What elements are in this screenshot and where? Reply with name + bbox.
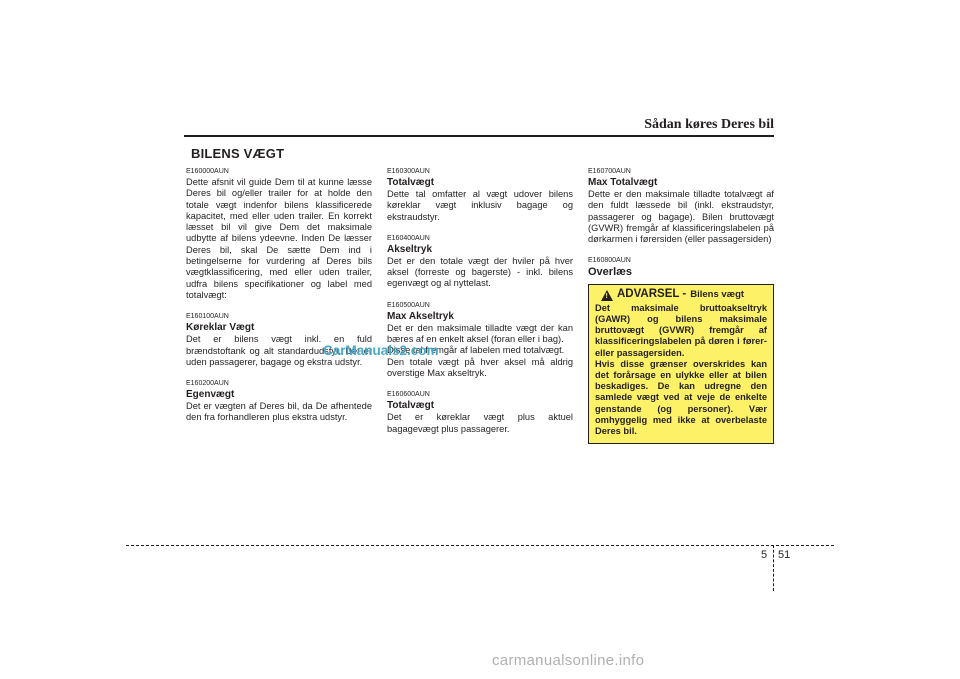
subheading: Køreklar Vægt — [186, 322, 255, 334]
paragraph: Disse tal fremgår af labelen med totalvægt. — [387, 345, 565, 356]
warning-text: Det maksimale bruttoakseltryk (GAWR) og bilens maksimale bruttovægt (GVWR) fremgår af klassificeringslabelen på døren i fører- eller passagersiden. — [595, 302, 767, 358]
section-code: E160700AUN — [588, 168, 631, 175]
paragraph: Det er køreklar vægt plus aktuel bagagevægt plus passagerer. — [387, 412, 573, 434]
section-code: E160600AUN — [387, 391, 430, 399]
subheading: Totalvægt — [387, 177, 435, 188]
paragraph: Den totale vægt på hver aksel må aldrig overstige Max akseltryk. — [387, 356, 573, 378]
paragraph: Dette er den maksimale tilladte totalvægt af den fuldt læssede bil (inkl. ekstraudstyr, passagerer og bagage). Bilen bruttovægt (GVWR) fremgår af klassificeringslabelen på dørkarmen i førersiden (eller passagersiden) — [588, 189, 774, 245]
subheading: Max Totalvægt — [588, 177, 658, 188]
subheading: Max Akseltryk — [387, 310, 454, 322]
paragraph: Dette tal omfatter al vægt udover bilens køreklar vægt inklusiv bagage og ekstraudstyr. — [387, 189, 573, 222]
warning-text: Hvis disse grænser overskrides kan det forårsage en ulykke eller at bilen beskadiges. De kan udregne den samlede vægt ved at veje de enkelte genstande (og personer). Vær omhyggelig med ikke at overbelaste Deres bil. — [595, 358, 767, 437]
warning-box — [588, 284, 774, 444]
subheading: Totalvægt — [387, 400, 435, 412]
section-code: E160200AUN — [186, 380, 229, 388]
section-code: E160100AUN — [186, 313, 229, 321]
paragraph: Det er den totale vægt der hviler på hver aksel (forreste og bagerste) - inkl. bilens egenvægt og al nyttelast. — [387, 255, 573, 289]
paragraph: Det er den maksimale tilladte vægt der kan bæres af en enkelt aksel (foran eller i bag). — [387, 322, 573, 345]
watermark-center: CarManuals2.com — [323, 343, 439, 358]
paragraph: Det er bilens vægt inkl. en fuld brændstoftank og alt standardudstyr. Det er uden passagerer, bagage og ekstra udstyr. — [186, 334, 372, 367]
warning-subtitle: Bilens vægt — [690, 289, 745, 301]
warning-title: ADVARSEL - — [617, 288, 687, 301]
section-code: E160500AUN — [387, 301, 430, 309]
column-1 — [186, 167, 372, 424]
subheading: Egenvægt — [186, 389, 235, 401]
footer-rule — [126, 545, 834, 546]
column-2 — [387, 167, 573, 435]
page-divider — [773, 545, 774, 591]
section-code: E160800AUN — [588, 257, 631, 265]
chapter-number: 5 — [761, 549, 768, 561]
running-header-title: Sådan køres Deres bil — [644, 117, 774, 132]
subheading: Akseltryk — [387, 243, 433, 255]
warning-triangle-icon — [601, 290, 613, 301]
section-title: BILENS VÆGT — [191, 146, 285, 161]
section-code: E160400AUN — [387, 234, 430, 242]
warning-icon-glyph: ! — [605, 292, 608, 300]
subheading: Overlæs — [588, 266, 633, 279]
warning-header — [595, 289, 767, 300]
column-3 — [588, 167, 774, 444]
watermark-bottom: carmanualsonline.info — [492, 652, 645, 669]
paragraph: Det er vægten af Deres bil, da De afhentede den fra forhandleren plus ekstra udstyr. — [186, 401, 372, 423]
section-code: E160300AUN — [387, 168, 430, 175]
header-rule — [184, 135, 774, 137]
page-number: 51 — [778, 549, 791, 561]
paragraph: Dette afsnit vil guide Dem til at kunne læsse Deres bil og/eller trailer for at holde den totale vægt indenfor bilens klassificerede kapacitet, med eller uden trailer. En korrekt læsset bil vil give Dem det maksimale udbytte af bilens ydeevne. Inden De læsser Deres bil, skal De sætte Dem ind i betingelserne for vurdering af Deres bils vægtklassificering, med eller uden trailer, udfra bilens specifikationer og label med totalvægt: — [186, 177, 372, 300]
section-code: E160000AUN — [186, 168, 229, 175]
